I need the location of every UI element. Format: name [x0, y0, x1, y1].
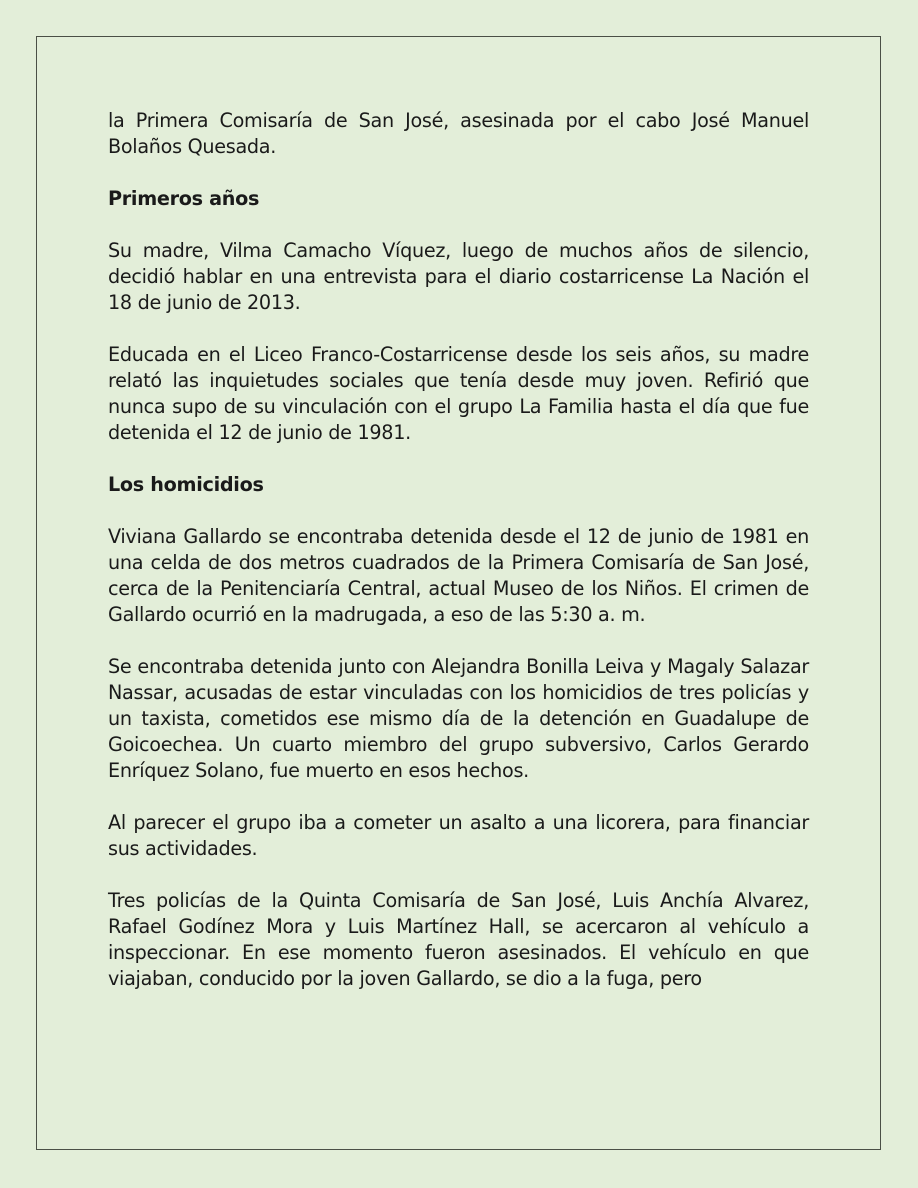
paragraph-educacion: Educada en el Liceo Franco-Costarricense desde los seis años, su madre relató las inquietudes sociales que tenía desde muy joven. Refirió que nunca supo de su vinculación con el grupo La Familia hasta el día que fue detenida el 12 de junio de 1981. [108, 343, 809, 444]
paragraph-intro-continuation: la Primera Comisaría de San José, asesinada por el cabo José Manuel Bolaños Quesada. [108, 109, 809, 158]
paragraph-policias: Tres policías de la Quinta Comisaría de San José, Luis Anchía Alvarez, Rafael Godínez Mora y Luis Martínez Hall, se acercaron al vehículo a inspeccionar. En ese momento fueron asesinados. El vehículo en que viajaban, conducido por la joven Gallardo, se dio a la fuga, pero [108, 889, 809, 990]
document-body [108, 108, 809, 992]
heading-los-homicidios: Los homicidios [108, 473, 264, 496]
heading-primeros-anos: Primeros años [108, 187, 260, 210]
paragraph-madre-entrevista: Su madre, Vilma Camacho Víquez, luego de muchos años de silencio, decidió hablar en una entrevista para el diario costarricense La Nación el 18 de junio de 2013. [108, 239, 809, 314]
paragraph-asalto: Al parecer el grupo iba a cometer un asalto a una licorera, para financiar sus actividades. [108, 811, 809, 860]
paragraph-coacusadas: Se encontraba detenida junto con Alejandra Bonilla Leiva y Magaly Salazar Nassar, acusadas de estar vinculadas con los homicidios de tres policías y un taxista, cometidos ese mismo día de la detención en Guadalupe de Goicoechea. Un cuarto miembro del grupo subversivo, Carlos Gerardo Enríquez Solano, fue muerto en esos hechos. [108, 655, 809, 782]
paragraph-detencion: Viviana Gallardo se encontraba detenida desde el 12 de junio de 1981 en una celda de dos metros cuadrados de la Primera Comisaría de San José, cerca de la Penitenciaría Central, actual Museo de los Niños. El crimen de Gallardo ocurrió en la madrugada, a eso de las 5:30 a. m. [108, 525, 809, 626]
